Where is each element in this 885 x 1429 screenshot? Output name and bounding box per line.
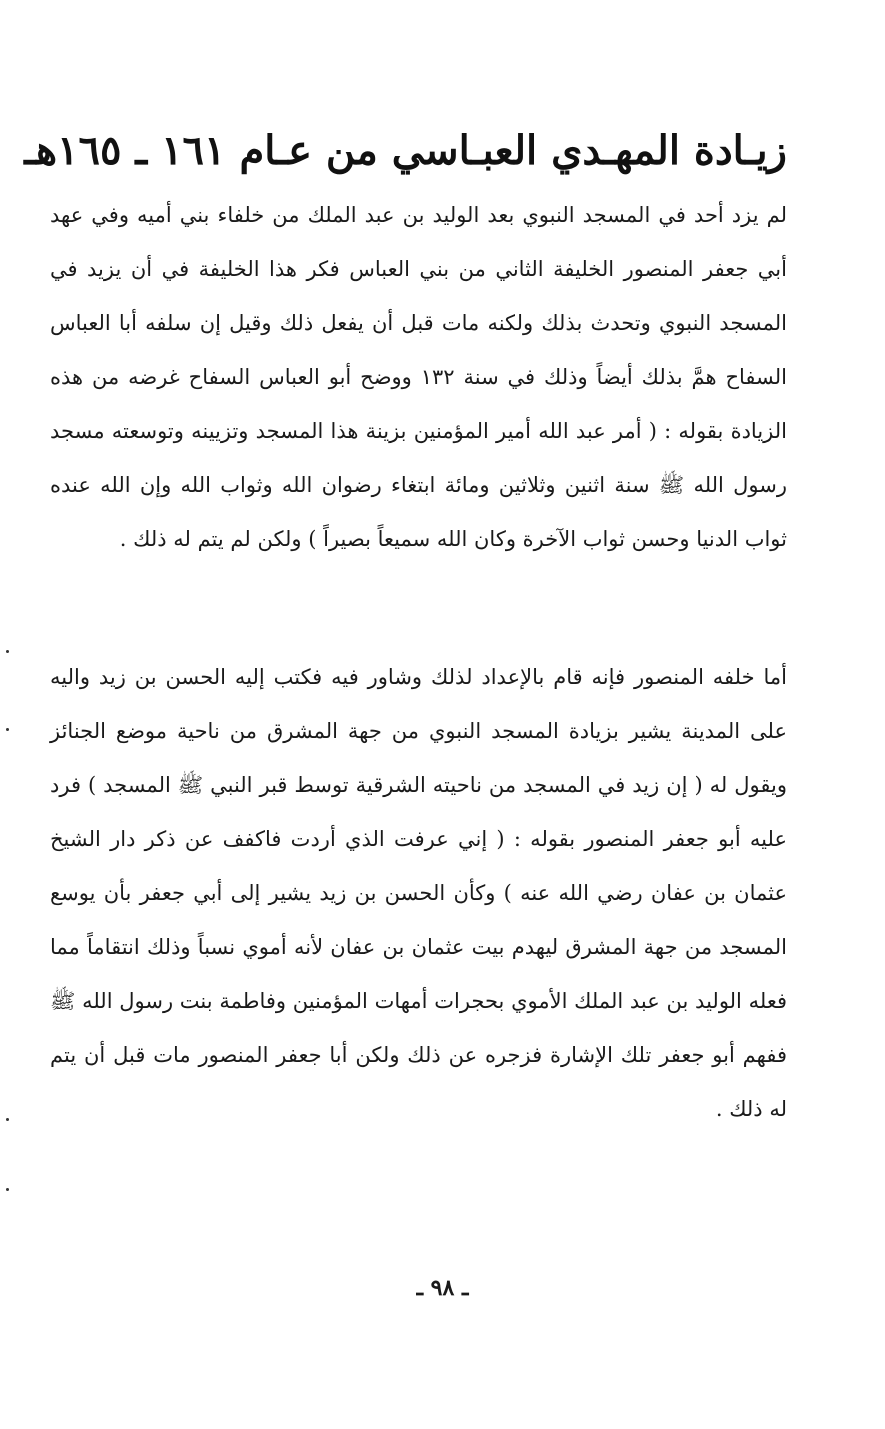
margin-mark — [6, 650, 9, 653]
page-number: ـ ٩٨ ـ — [416, 1275, 469, 1301]
margin-mark — [6, 1118, 9, 1121]
paragraph-2: أما خلفه المنصور فإنه قام بالإعداد لذلك وشاور فيه فكتب إليه الحسن بن زيد واليه على المدينة يشير بزيادة المسجد النبوي من جهة المشرق من ناحية موضع الجنائز ويقول له ( إن زيد في المسجد من ناحيته الشرقية توسط قبر النبي ﷺ المسجد ) فرد عليه أبو جعفر المنصور بقوله : ( إني عرفت الذي أردت فاكفف عن ذكر دار الشيخ عثمان بن عفان رضي الله عنه ) وكأن الحسن بن زيد يشير إلى أبي جعفر بأن يوسع المسجد من جهة المشرق ليهدم بيت عثمان بن عفان لأنه أموي نسباً وذلك انتقاماً مما فعله الوليد بن عبد الملك الأموي بحجرات أمهات المؤمنين وفاطمة بنت رسول الله ﷺ ففهم أبو جعفر تلك الإشارة فزجره عن ذلك ولكن أبا جعفر المنصور مات قبل أن يتم له ذلك . — [50, 665, 787, 1121]
margin-mark — [6, 1188, 9, 1191]
chapter-title: زيـادة المهـدي العبـاسي من عـام ١٦١ ـ ١٦٥هـ — [24, 127, 787, 174]
margin-mark — [6, 728, 9, 731]
paragraph-1: لم يزد أحد في المسجد النبوي بعد الوليد بن عبد الملك من خلفاء بني أميه وفي عهد أبي جعفر المنصور الخليفة الثاني من بني العباس فكر هذا الخليفة في أن يزيد في المسجد النبوي وتحدث بذلك ولكنه مات قبل أن يفعل ذلك وقيل إن سلفه أبا العباس السفاح همَّ بذلك أيضاً وذلك في سنة ١٣٢ ووضح أبو العباس السفاح غرضه من هذه الزيادة بقوله : ( أمر عبد الله أمير المؤمنين بزينة هذا المسجد وتزيينه وتوسعته مسجد رسول الله ﷺ سنة اثنين وثلاثين ومائة ابتغاء رضوان الله وثواب الله وإن الله عنده ثواب الدنيا وحسن ثواب الآخرة وكان الله سميعاً بصيراً ) ولكن لم يتم له ذلك . — [50, 203, 787, 551]
